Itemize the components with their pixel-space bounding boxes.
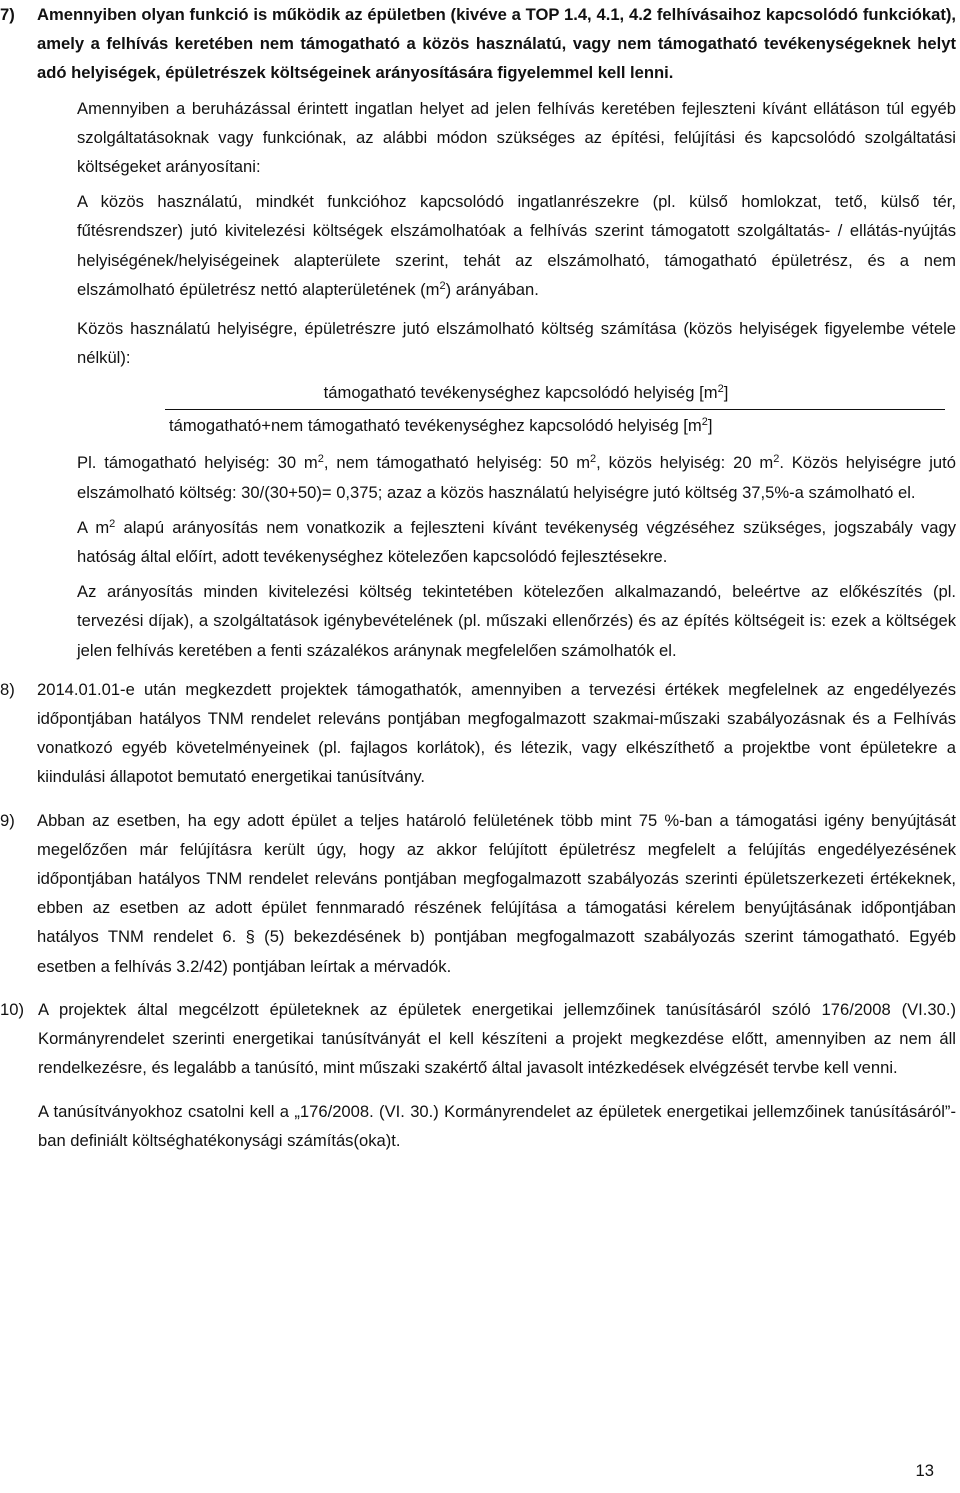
page-number: 13 [915, 1461, 934, 1480]
paragraph-certificate-attachment: A tanúsítványokhoz csatolni kell a „176/2008. (VI. 30.) Kormányrendelet az épületek energetikai jellemzőinek tanúsításáról”-ban definiált költséghatékonysági számítás(oka)t. [38, 1101, 956, 1150]
item-number: 7) [0, 5, 15, 24]
formula-numerator: támogatható tevékenységhez kapcsolódó helyiség $[m^2]$ [323, 383, 729, 403]
item-number: 8) [0, 679, 15, 699]
item-8-text: 2014.01.01-e után megkezdett projektek támogathatók, amennyiben a tervezési értékek megfelelnek az engedélyezés időpontjában hatályos TNM rendelet releváns pontjában megfogalmazott szakmai-műszaki szabályozásnak és a Felhívás vonatkozó egyéb követelményeinek (pl. fajlagos korlátok), és létezik, vagy elkészíthető a projektbe vont épületekre a kiindulási állapotot bemutató energetikai tanúsítvány. [37, 679, 956, 787]
paragraph-calculation-intro: Közös használatú helyiségre, épületrészre jutó elszámolható költség számítása (közös helyiségek figyelembe vétele nélkül): [77, 319, 956, 368]
list-item-10 [0, 995, 956, 1083]
list-item-9 [0, 806, 956, 981]
item-10-text: A projektek által megcélzott épületeknek az épületek energetikai jellemzőinek tanúsításáról szóló 176/2008 (VI.30.) Kormányrendelet szerinti energetikai tanúsítványát el kell készíteni a projekt megkezdése előtt, amennyiben az nem áll rendelkezésre, és legalább a tanúsító, mint műszaki szakértő által javasolt intézkedések elvégzését tervbe kell venni. [38, 999, 956, 1078]
formula-denominator: támogatható+nem támogatható tevékenységhez kapcsolódó helyiség $[m^2]$ [169, 416, 713, 436]
item-number: 10) [0, 999, 24, 1019]
item-number: 9) [0, 810, 15, 830]
paragraph-exception: A $m^2$ alapú arányosítás nem vonatkozik a fejleszteni kívánt tevékenység végzéséhez szükséges, jogszabály vagy hatóság által előírt, adott tevékenységhez kötelezően kapcsolódó fejlesztésekre. [77, 517, 956, 567]
paragraph-mandatory-proportioning: Az arányosítás minden kivitelezési költség tekintetében kötelezően alkalmazandó, beleértve az előkészítés (pl. tervezési díjak), a szolgáltatások igénybevételének (pl. műszaki ellenőrzés) és az építés költségeit is: ezek a költségek jelen felhívás keretében a fenti százalékos aránynak megfelelően számolhatók el. [77, 582, 956, 660]
paragraph-proportioning-intro: Amennyiben a beruházással érintett ingatlan helyet ad jelen felhívás keretében fejleszteni kívánt ellátáson túl egyéb szolgáltatásoknak vagy funkciónak, az alábbi módon szükséges az építési, felújítási és kapcsolódó szolgáltatási költségeket arányosítani: [77, 98, 956, 177]
paragraph-shared-areas: A közös használatú, mindkét funkcióhoz kapcsolódó ingatlanrészekre (pl. külső homlokzat, tető, külső tér, fűtésrendszer) jutó kivitelezési költségek elszámolhatóak a felhívás szerint támogatott szolgáltatás- / ellátás-nyújtás helyiségének/helyiségeinek alapterülete szerint, tehát az elszámolható, támogatható épületrész, és a nem elszámolható épületrész nettó alapterületének $(m^2)$ arányában. [77, 192, 956, 299]
list-item-7 [0, 0, 956, 88]
paragraph-example: Pl. támogatható helyiség: 30 $m^2$, nem támogatható helyiség: 50 $m^2$, közös helyiség: 20 $m^2$. Közös helyiségre jutó elszámolható költség: 30/(30+50)= 0,375; azaz a közös használatú helyiségre jutó költség 37,5%-a számolható el. [77, 453, 957, 502]
proportion-formula [0, 380, 956, 439]
list-item-8 [0, 675, 956, 792]
fraction-bar [165, 409, 945, 410]
item-9-text: Abban az esetben, ha egy adott épület a teljes határoló felületének több mint 75 %-ban a támogatási igény benyújtását megelőzően már felújításra került úgy, hogy az akkor felújított épületrész megfelelt a felújítás engedélyezésének időpontjában hatályos TNM rendelet releváns pontjában megfogalmazott szabályozás szerinti épületszerkezeti értékeknek, ebben az esetben az adott épület fennmaradó részének felújítása a támogatási kérelem benyújtásának időpontjában hatályos TNM rendelet 6. § (5) bekezdésének b) pontjában megfogalmazott szabályozás szerint támogatható. Egyéb esetben a felhívás 3.2/42) pontjában leírtak a mérvadók. [37, 810, 956, 976]
item-7-heading: 7) Amennyiben olyan funkció is működik az épületben (kivéve a TOP 1.4, 4.1, 4.2 felhívásaihoz kapcsolódó funkciókat), amely a felhívás keretében nem támogatható a közös használatú, vagy nem támogatható tevékenységeknek helyt adó helyiségek, épületrészek költségeinek arányosítására figyelemmel kell lenni. [37, 0, 956, 88]
